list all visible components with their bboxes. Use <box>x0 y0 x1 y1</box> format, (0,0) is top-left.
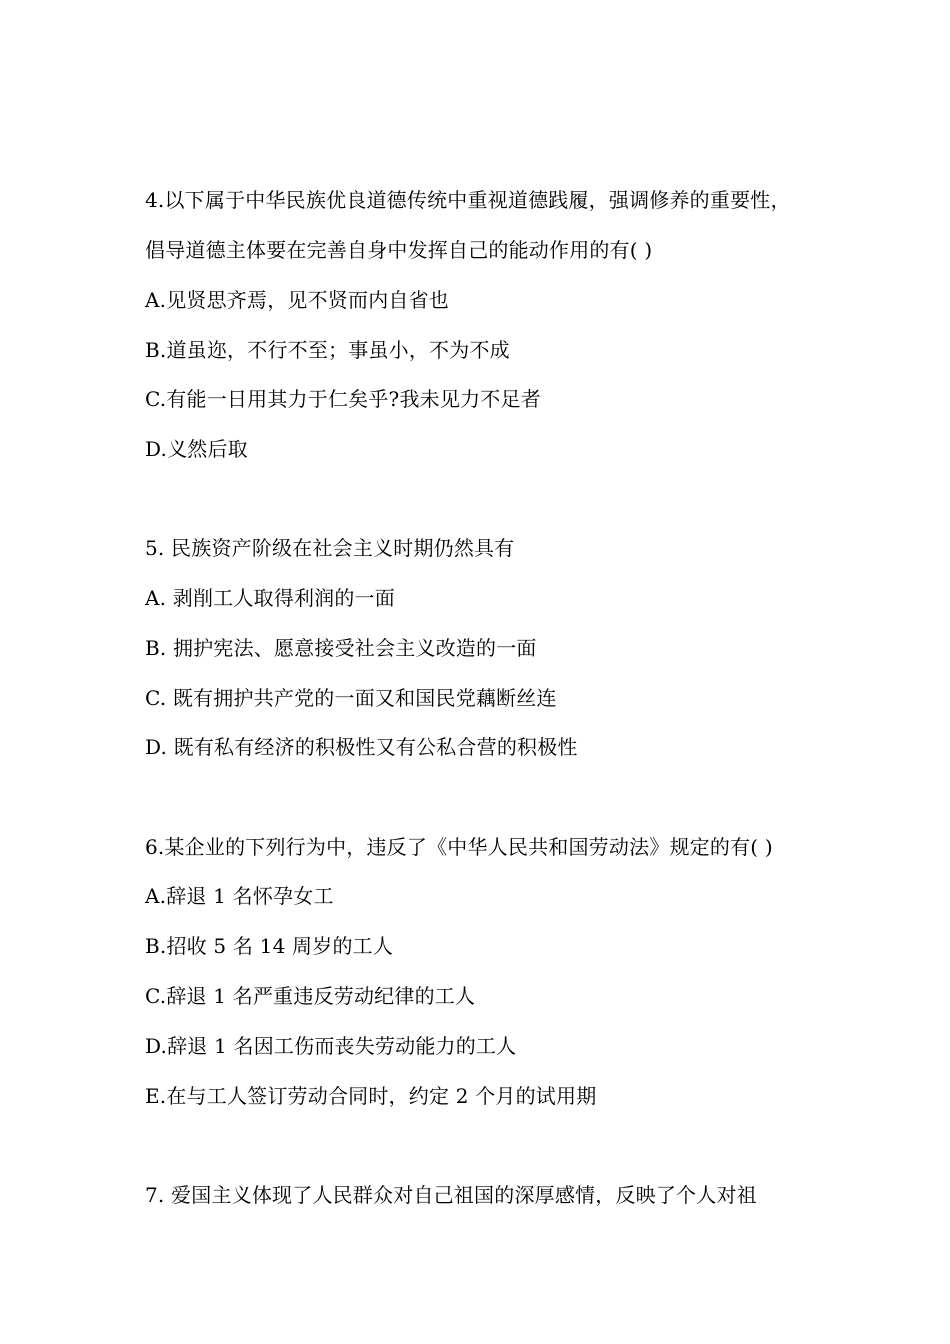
question-6-stem-line-1: 6.某企业的下列行为中，违反了《中华人民共和国劳动法》规定的有( ) <box>145 835 773 859</box>
question-4-option-a: A.见贤思齐焉，见不贤而内自省也 <box>145 288 450 312</box>
question-6-option-a: A.辞退 1 名怀孕女工 <box>145 884 334 908</box>
question-6-option-d: D.辞退 1 名因工伤而丧失劳动能力的工人 <box>145 1034 517 1058</box>
question-5-option-d: D. 既有私有经济的积极性又有公私合营的积极性 <box>145 735 578 759</box>
question-5-option-a: A. 剥削工人取得利润的一面 <box>145 586 395 610</box>
question-4-stem-line-2: 倡导道德主体要在完善自身中发挥自己的能动作用的有( ) <box>145 238 653 262</box>
question-4-stem-line-1: 4.以下属于中华民族优良道德传统中重视道德践履，强调修养的重要性， <box>145 188 791 212</box>
question-7-stem-line-1: 7. 爱国主义体现了人民群众对自己祖国的深厚感情，反映了个人对祖 <box>145 1183 757 1207</box>
question-5-option-b: B. 拥护宪法、愿意接受社会主义改造的一面 <box>145 636 537 660</box>
question-6-option-b: B.招收 5 名 14 周岁的工人 <box>145 934 394 958</box>
question-5-option-c: C. 既有拥护共产党的一面又和国民党藕断丝连 <box>145 686 557 710</box>
question-6-option-c: C.辞退 1 名严重违反劳动纪律的工人 <box>145 984 476 1008</box>
question-4-option-b: B.道虽迩，不行不至；事虽小，不为不成 <box>145 338 510 362</box>
question-5-stem-line-1: 5. 民族资产阶级在社会主义时期仍然具有 <box>145 536 515 560</box>
question-4-option-c: C.有能一日用其力于仁矣乎?我未见力不足者 <box>145 387 541 411</box>
question-4-option-d: D.义然后取 <box>145 437 248 461</box>
question-6-option-e: E.在与工人签订劳动合同时，约定 2 个月的试用期 <box>145 1084 597 1108</box>
